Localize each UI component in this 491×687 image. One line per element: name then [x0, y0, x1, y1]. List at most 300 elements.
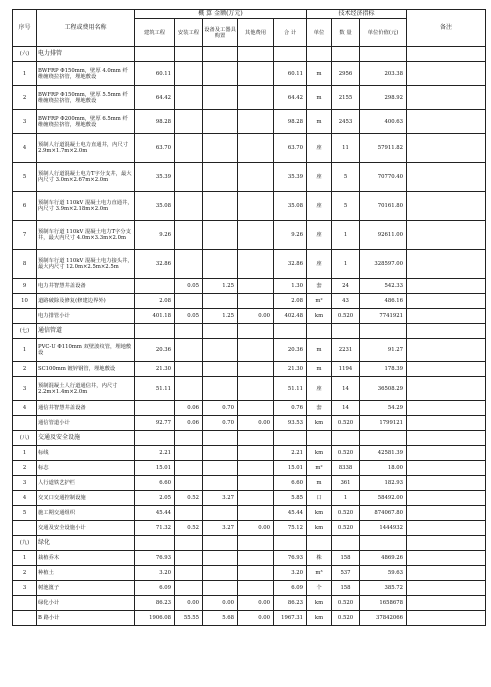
cell-seq: 7 — [13, 221, 37, 250]
cell-qty: 5 — [332, 192, 360, 221]
cell-seq: 8 — [13, 250, 37, 279]
cell-qty: 11 — [332, 134, 360, 163]
cell-construction: 20.36 — [135, 339, 175, 362]
empty-cell — [332, 324, 360, 339]
cell-equipment — [203, 566, 238, 581]
cell-qty: 43 — [332, 294, 360, 309]
cell-seq: 1 — [13, 446, 37, 461]
subtotal-row — [13, 521, 486, 536]
cell-construction: 15.01 — [135, 461, 175, 476]
cell-unit: 座 — [307, 221, 332, 250]
cell-remarks — [407, 309, 486, 324]
cell-construction: 1906.08 — [135, 611, 175, 626]
empty-cell — [135, 536, 175, 551]
empty-cell — [360, 431, 407, 446]
cell-seq: 5 — [13, 163, 37, 192]
cell-construction — [135, 279, 175, 294]
section-row — [13, 47, 486, 62]
cell-seq: 10 — [13, 294, 37, 309]
cell-other — [238, 294, 274, 309]
cell-remarks — [407, 339, 486, 362]
cell-total: 35.39 — [274, 163, 307, 192]
cell-construction: 35.08 — [135, 192, 175, 221]
table-row — [13, 476, 486, 491]
cell-other — [238, 62, 274, 86]
cell-remarks — [407, 401, 486, 416]
cell-total: 32.86 — [274, 250, 307, 279]
cell-qty: 2231 — [332, 339, 360, 362]
cell-remarks — [407, 446, 486, 461]
cell-unit-value: 91.27 — [360, 339, 407, 362]
section-row — [13, 324, 486, 339]
cell-seq: 2 — [13, 461, 37, 476]
cell-total: 15.01 — [274, 461, 307, 476]
cell-seq: 4 — [13, 401, 37, 416]
cell-qty: 1 — [332, 250, 360, 279]
empty-cell — [407, 47, 486, 62]
cell-name: B 路小计 — [37, 611, 135, 626]
cell-qty: 0.520 — [332, 506, 360, 521]
cell-remarks — [407, 476, 486, 491]
cell-name: 电力排管小计 — [37, 309, 135, 324]
cell-other — [238, 134, 274, 163]
cell-equipment — [203, 163, 238, 192]
empty-cell — [135, 47, 175, 62]
empty-cell — [203, 431, 238, 446]
cell-remarks — [407, 86, 486, 110]
cell-name: 人行道铁艺护栏 — [37, 476, 135, 491]
cell-install — [175, 110, 203, 134]
cell-remarks — [407, 192, 486, 221]
cell-equipment — [203, 294, 238, 309]
cell-seq — [13, 521, 37, 536]
cell-equipment: 0.00 — [203, 596, 238, 611]
cell-total: 9.26 — [274, 221, 307, 250]
cell-install — [175, 476, 203, 491]
cell-install: 0.06 — [175, 401, 203, 416]
empty-cell — [307, 47, 332, 62]
cell-unit: m — [307, 476, 332, 491]
table-row — [13, 110, 486, 134]
cell-unit-value: 70161.80 — [360, 192, 407, 221]
cell-other — [238, 401, 274, 416]
empty-cell — [238, 324, 274, 339]
table-row — [13, 192, 486, 221]
cell-remarks — [407, 250, 486, 279]
cell-remarks — [407, 551, 486, 566]
empty-cell — [238, 47, 274, 62]
cell-equipment — [203, 476, 238, 491]
cell-seq — [13, 611, 37, 626]
cell-equipment — [203, 250, 238, 279]
header-equipment: 设备及工器具购置 — [203, 19, 238, 47]
cell-unit-value: 1658678 — [360, 596, 407, 611]
cell-total: 98.28 — [274, 110, 307, 134]
cell-seq: 2 — [13, 86, 37, 110]
cell-unit: 套 — [307, 401, 332, 416]
cell-other — [238, 581, 274, 596]
cell-construction: 6.60 — [135, 476, 175, 491]
cell-other: 0.00 — [238, 416, 274, 431]
cell-unit: 座 — [307, 192, 332, 221]
empty-cell — [407, 324, 486, 339]
cell-remarks — [407, 362, 486, 377]
cell-seq: 3 — [13, 476, 37, 491]
cell-seq: 2 — [13, 566, 37, 581]
cell-other — [238, 110, 274, 134]
section-seq: (九) — [13, 536, 37, 551]
cell-unit-value: 37842066 — [360, 611, 407, 626]
cell-remarks — [407, 163, 486, 192]
cell-unit-value: 54.29 — [360, 401, 407, 416]
subtotal-row — [13, 416, 486, 431]
table-row — [13, 491, 486, 506]
cell-total: 2.21 — [274, 446, 307, 461]
cell-other: 0.00 — [238, 309, 274, 324]
cell-remarks — [407, 521, 486, 536]
cell-other: 0.00 — [238, 521, 274, 536]
cell-equipment — [203, 192, 238, 221]
empty-cell — [175, 431, 203, 446]
cell-other: 0.00 — [238, 596, 274, 611]
header-qty: 数 量 — [332, 19, 360, 47]
cell-construction: 92.77 — [135, 416, 175, 431]
cell-install — [175, 566, 203, 581]
cell-seq: 1 — [13, 339, 37, 362]
empty-cell — [135, 431, 175, 446]
cell-unit-value: 7741921 — [360, 309, 407, 324]
cell-install — [175, 250, 203, 279]
cell-install — [175, 163, 203, 192]
cell-name: 树池篦子 — [37, 581, 135, 596]
empty-cell — [175, 324, 203, 339]
section-seq: (六) — [13, 47, 37, 62]
cell-remarks — [407, 221, 486, 250]
cell-equipment: 5.68 — [203, 611, 238, 626]
cell-other — [238, 551, 274, 566]
cell-name: BWFRP Φ150mm，壁厚 4.0mm 纤维缠绕拉挤管，埋地敷设 — [37, 62, 135, 86]
cell-unit-value: 1444932 — [360, 521, 407, 536]
empty-cell — [274, 536, 307, 551]
cell-unit: 株 — [307, 551, 332, 566]
header-total: 合 计 — [274, 19, 307, 47]
cell-unit-value: 298.92 — [360, 86, 407, 110]
cell-other — [238, 461, 274, 476]
cell-seq: 6 — [13, 192, 37, 221]
table-body — [13, 47, 486, 626]
empty-cell — [238, 431, 274, 446]
cell-name: 种植土 — [37, 566, 135, 581]
cell-other — [238, 221, 274, 250]
cell-other — [238, 279, 274, 294]
header-remarks: 备注 — [407, 10, 486, 47]
cell-construction — [135, 401, 175, 416]
cell-total: 1.30 — [274, 279, 307, 294]
empty-cell — [332, 47, 360, 62]
cell-name: PVC-U Φ110mm 双壁波纹管，埋地敷设 — [37, 339, 135, 362]
cell-unit: 口 — [307, 491, 332, 506]
cell-unit: m³ — [307, 566, 332, 581]
cell-seq — [13, 596, 37, 611]
cell-construction: 21.30 — [135, 362, 175, 377]
cell-qty: 1 — [332, 221, 360, 250]
cell-remarks — [407, 491, 486, 506]
empty-cell — [407, 536, 486, 551]
cell-seq: 3 — [13, 110, 37, 134]
cell-equipment — [203, 339, 238, 362]
cell-unit-value: 58492.00 — [360, 491, 407, 506]
cell-unit: km — [307, 521, 332, 536]
section-row — [13, 536, 486, 551]
cell-install — [175, 134, 203, 163]
empty-cell — [307, 324, 332, 339]
empty-cell — [360, 536, 407, 551]
cell-install: 0.06 — [175, 416, 203, 431]
cell-install — [175, 221, 203, 250]
cell-install — [175, 192, 203, 221]
cell-unit-value: 92611.00 — [360, 221, 407, 250]
cell-equipment — [203, 362, 238, 377]
cell-equipment: 1.25 — [203, 279, 238, 294]
cell-unit-value: 542.33 — [360, 279, 407, 294]
cell-install — [175, 461, 203, 476]
cell-unit-value: 328597.00 — [360, 250, 407, 279]
section-title: 交通及安全设施 — [37, 431, 135, 446]
cell-construction: 35.39 — [135, 163, 175, 192]
cell-other — [238, 491, 274, 506]
cell-name: 通信井智慧井盖设备 — [37, 401, 135, 416]
cell-equipment — [203, 446, 238, 461]
table-row — [13, 134, 486, 163]
table-row — [13, 506, 486, 521]
cell-total: 93.53 — [274, 416, 307, 431]
table-row — [13, 551, 486, 566]
header-other: 其他费用 — [238, 19, 274, 47]
table-row — [13, 221, 486, 250]
cell-other — [238, 476, 274, 491]
cell-equipment — [203, 86, 238, 110]
cell-seq — [13, 309, 37, 324]
cell-remarks — [407, 566, 486, 581]
cell-unit-value: 57911.82 — [360, 134, 407, 163]
cell-other — [238, 86, 274, 110]
section-title: 通信管道 — [37, 324, 135, 339]
cell-seq: 4 — [13, 491, 37, 506]
cell-qty: 158 — [332, 581, 360, 596]
cell-qty: 2453 — [332, 110, 360, 134]
empty-cell — [307, 431, 332, 446]
cell-unit-value: 36508.29 — [360, 377, 407, 401]
cell-seq: 4 — [13, 134, 37, 163]
cell-equipment — [203, 134, 238, 163]
empty-cell — [175, 47, 203, 62]
cell-construction: 63.70 — [135, 134, 175, 163]
empty-cell — [274, 324, 307, 339]
cell-unit-value: 42581.39 — [360, 446, 407, 461]
cell-install: 0.52 — [175, 521, 203, 536]
cell-unit-value: 59.63 — [360, 566, 407, 581]
cell-construction: 2.08 — [135, 294, 175, 309]
table-row — [13, 461, 486, 476]
cell-install: 55.55 — [175, 611, 203, 626]
cell-equipment — [203, 221, 238, 250]
cell-unit-value: 70770.40 — [360, 163, 407, 192]
cell-qty: 24 — [332, 279, 360, 294]
cell-total: 76.93 — [274, 551, 307, 566]
cell-construction: 76.93 — [135, 551, 175, 566]
empty-cell — [332, 536, 360, 551]
header-construction: 建筑工程 — [135, 19, 175, 47]
cell-other — [238, 250, 274, 279]
header-unit-value: 单位价值(元) — [360, 19, 407, 47]
cell-equipment: 0.70 — [203, 416, 238, 431]
cell-other — [238, 163, 274, 192]
cell-total: 21.30 — [274, 362, 307, 377]
cell-construction: 86.23 — [135, 596, 175, 611]
cell-qty: 5 — [332, 163, 360, 192]
cell-install — [175, 446, 203, 461]
cell-seq: 1 — [13, 551, 37, 566]
cell-construction: 98.28 — [135, 110, 175, 134]
cell-qty: 14 — [332, 401, 360, 416]
cell-unit: 套 — [307, 279, 332, 294]
cell-unit: m² — [307, 461, 332, 476]
cell-remarks — [407, 611, 486, 626]
cell-total: 64.42 — [274, 86, 307, 110]
cell-total: 35.08 — [274, 192, 307, 221]
cell-construction: 64.42 — [135, 86, 175, 110]
cell-unit: km — [307, 309, 332, 324]
header-install: 安装工程 — [175, 19, 203, 47]
empty-cell — [332, 431, 360, 446]
cell-qty: 0.520 — [332, 521, 360, 536]
cell-remarks — [407, 461, 486, 476]
cell-seq — [13, 416, 37, 431]
cell-qty: 361 — [332, 476, 360, 491]
section-seq: (八) — [13, 431, 37, 446]
header-tech-group: 技术经济指标 — [307, 10, 407, 19]
cell-name: 电力井智慧井盖设备 — [37, 279, 135, 294]
cell-unit: km — [307, 611, 332, 626]
cell-remarks — [407, 279, 486, 294]
cell-equipment — [203, 377, 238, 401]
cell-install — [175, 339, 203, 362]
cell-remarks — [407, 294, 486, 309]
cell-equipment: 0.70 — [203, 401, 238, 416]
empty-cell — [238, 536, 274, 551]
cell-qty: 0.520 — [332, 446, 360, 461]
empty-cell — [360, 47, 407, 62]
section-title: 电力排管 — [37, 47, 135, 62]
cell-construction: 2.21 — [135, 446, 175, 461]
cell-other — [238, 566, 274, 581]
cell-other — [238, 192, 274, 221]
cell-name: 预制人行道混凝土电力T字分支井，最大内尺寸 3.0m×2.67m×2.0m — [37, 163, 135, 192]
cell-total: 402.48 — [274, 309, 307, 324]
cell-unit: m — [307, 62, 332, 86]
header-estimate-group: 概 算 金额(万元) — [135, 10, 307, 19]
table-row — [13, 566, 486, 581]
cell-unit: m — [307, 362, 332, 377]
cell-unit-value: 4869.26 — [360, 551, 407, 566]
subtotal-row — [13, 596, 486, 611]
cell-equipment — [203, 461, 238, 476]
cell-seq: 1 — [13, 62, 37, 86]
cell-install: 0.05 — [175, 309, 203, 324]
cell-qty: 0.520 — [332, 596, 360, 611]
cell-install: 0.52 — [175, 491, 203, 506]
table-row — [13, 446, 486, 461]
table-row — [13, 377, 486, 401]
table-row — [13, 86, 486, 110]
cell-qty: 14 — [332, 377, 360, 401]
cell-other — [238, 446, 274, 461]
empty-cell — [274, 47, 307, 62]
cell-name: 交通及安全设施小计 — [37, 521, 135, 536]
cell-seq: 3 — [13, 581, 37, 596]
cell-unit-value: 486.16 — [360, 294, 407, 309]
cell-total: 6.09 — [274, 581, 307, 596]
cell-name: 施工期交通组织 — [37, 506, 135, 521]
cell-construction: 60.11 — [135, 62, 175, 86]
empty-cell — [203, 47, 238, 62]
table-row — [13, 581, 486, 596]
cell-other — [238, 362, 274, 377]
empty-cell — [175, 536, 203, 551]
cell-total: 86.23 — [274, 596, 307, 611]
cell-unit: km — [307, 506, 332, 521]
empty-cell — [274, 431, 307, 446]
table-row — [13, 294, 486, 309]
cell-qty: 1194 — [332, 362, 360, 377]
table-row — [13, 163, 486, 192]
cell-seq: 9 — [13, 279, 37, 294]
cell-unit: 座 — [307, 377, 332, 401]
cost-estimate-table — [12, 9, 486, 626]
cell-total: 1967.31 — [274, 611, 307, 626]
cell-qty: 1 — [332, 491, 360, 506]
cell-name: 预制车行道 110kV 混凝土电力接头井，最大内尺寸 12.0m×2.5m×2.5m — [37, 250, 135, 279]
empty-cell — [203, 324, 238, 339]
cell-construction: 32.86 — [135, 250, 175, 279]
cell-name: 标线 — [37, 446, 135, 461]
cell-equipment: 3.27 — [203, 491, 238, 506]
cell-unit: m² — [307, 294, 332, 309]
cell-qty: 0.520 — [332, 309, 360, 324]
cell-unit-value: 1799121 — [360, 416, 407, 431]
cell-install — [175, 581, 203, 596]
cell-other — [238, 377, 274, 401]
table-row — [13, 250, 486, 279]
section-title: 绿化 — [37, 536, 135, 551]
cell-equipment — [203, 506, 238, 521]
table-row — [13, 279, 486, 294]
cell-name: BWFRP Φ200mm，壁厚 6.5mm 纤维缠绕拉挤管，埋地敷设 — [37, 110, 135, 134]
cell-install: 0.05 — [175, 279, 203, 294]
table-row — [13, 362, 486, 377]
cell-total: 60.11 — [274, 62, 307, 86]
cell-name: 预制车行道 110kV 混凝土电力T字分支井，最大内尺寸 4.0m×3.3m×2.0m — [37, 221, 135, 250]
cell-unit: km — [307, 416, 332, 431]
cell-name: 绿化小计 — [37, 596, 135, 611]
cell-construction: 6.09 — [135, 581, 175, 596]
cell-construction: 401.18 — [135, 309, 175, 324]
cell-unit-value: 18.00 — [360, 461, 407, 476]
table-row — [13, 62, 486, 86]
cell-unit-value: 178.39 — [360, 362, 407, 377]
cell-total: 20.36 — [274, 339, 307, 362]
cell-remarks — [407, 377, 486, 401]
